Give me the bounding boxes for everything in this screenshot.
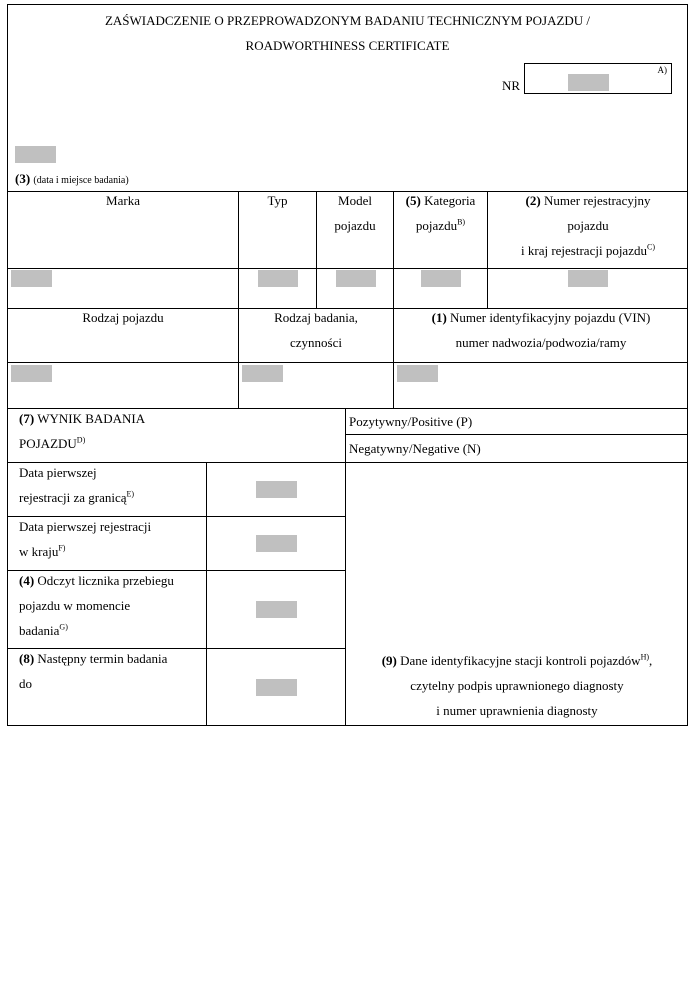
date-place-label: (data i miejsce badania)	[33, 175, 129, 186]
result-negative: Negatywny/Negative (N)	[349, 441, 481, 456]
station-l1-tail: ,	[649, 653, 653, 668]
nr-label: NR	[502, 78, 521, 93]
numer-rej-l2: pojazdu	[567, 218, 609, 233]
odometer-l2: pojazdu w momencie	[19, 598, 131, 613]
numer-rej-l3: i kraj rejestracji pojazdu	[521, 243, 647, 258]
odometer-l3: badania	[19, 623, 60, 638]
next-inspection-number: (8)	[19, 651, 35, 666]
header-model	[317, 188, 393, 238]
redacted-date-abroad	[256, 481, 297, 498]
header-numer-rej	[488, 188, 688, 263]
next-inspection-label	[19, 646, 205, 696]
rodzaj-badania-l2: czynności	[290, 335, 342, 350]
odometer-l1: Odczyt licznika przebiegu	[37, 573, 174, 588]
numer-rej-l1: Numer rejestracyjny	[543, 193, 651, 208]
vin-number: (1)	[431, 310, 447, 325]
header-kategoria	[394, 188, 487, 238]
nr-field	[524, 63, 672, 94]
date-abroad-l1: Data pierwszej	[19, 465, 97, 480]
redacted-next-inspection	[256, 679, 297, 696]
odometer-note: G)	[59, 622, 68, 632]
numer-rej-number: (2)	[525, 193, 541, 208]
redacted-rodzaj-pojazdu	[11, 365, 52, 382]
header-marka: Marka	[106, 193, 140, 208]
station-l3: i numer uprawnienia diagnosty	[436, 703, 598, 718]
date-place-number: (3)	[15, 171, 31, 186]
odometer-number: (4)	[19, 573, 35, 588]
station-label	[346, 648, 688, 723]
redacted-marka	[11, 270, 52, 287]
kategoria-l1: Kategoria	[424, 193, 476, 208]
result-positive: Pozytywny/Positive (P)	[349, 414, 473, 429]
header-model-l1: Model	[338, 193, 372, 208]
date-country-l1: Data pierwszej rejestracji	[19, 519, 152, 534]
station-note: H)	[640, 652, 650, 662]
date-country-l2: w kraju	[19, 544, 59, 559]
next-inspection-l2: do	[19, 676, 32, 691]
header-rodzaj-pojazdu: Rodzaj pojazdu	[82, 310, 164, 325]
result-note: D)	[76, 435, 86, 445]
date-abroad-label	[19, 460, 205, 510]
numer-rej-note: C)	[646, 242, 655, 252]
redacted-model	[336, 270, 376, 287]
result-number: (7)	[19, 411, 35, 426]
rodzaj-badania-l1: Rodzaj badania,	[274, 310, 358, 325]
result-l1: WYNIK BADANIA	[37, 411, 146, 426]
result-label	[19, 406, 339, 456]
date-country-label	[19, 514, 205, 564]
station-l2: czytelny podpis uprawnionego diagnosty	[410, 678, 624, 693]
header-typ: Typ	[267, 193, 288, 208]
redacted-vin	[397, 365, 438, 382]
date-abroad-l2: rejestracji za granicą	[19, 490, 127, 505]
station-l1: Dane identyfikacyjne stacji kontroli pojazdów	[400, 653, 641, 668]
title-line-1: ZAŚWIADCZENIE O PRZEPROWADZONYM BADANIU TECHNICZNYM POJAZDU /	[104, 13, 591, 28]
station-number: (9)	[381, 653, 397, 668]
result-l2: POJAZDU	[19, 436, 77, 451]
redacted-nr	[568, 74, 609, 91]
vin-l1: Numer identyfikacyjny pojazdu (VIN)	[450, 310, 651, 325]
header-vin	[394, 305, 688, 355]
header-rodzaj-badania	[239, 305, 393, 355]
kategoria-number: (5)	[405, 193, 421, 208]
date-abroad-note: E)	[126, 489, 135, 499]
odometer-label	[19, 568, 205, 643]
nr-note: A)	[657, 65, 667, 75]
kategoria-note: B)	[457, 217, 466, 227]
redacted-kategoria	[421, 270, 461, 287]
redacted-date-country	[256, 535, 297, 552]
vin-l2: numer nadwozia/podwozia/ramy	[455, 335, 627, 350]
title-line-2: ROADWORTHINESS CERTIFICATE	[245, 38, 450, 53]
date-place-caption	[15, 171, 129, 189]
redacted-typ	[258, 270, 298, 287]
redacted-date-place	[15, 146, 56, 163]
next-inspection-l1: Następny termin badania	[37, 651, 168, 666]
redacted-odometer	[256, 601, 297, 618]
redacted-numer-rej	[568, 270, 608, 287]
redacted-rodzaj-badania	[242, 365, 283, 382]
header-model-l2: pojazdu	[334, 218, 376, 233]
kategoria-l2: pojazdu	[415, 218, 458, 233]
date-country-note: F)	[58, 543, 66, 553]
